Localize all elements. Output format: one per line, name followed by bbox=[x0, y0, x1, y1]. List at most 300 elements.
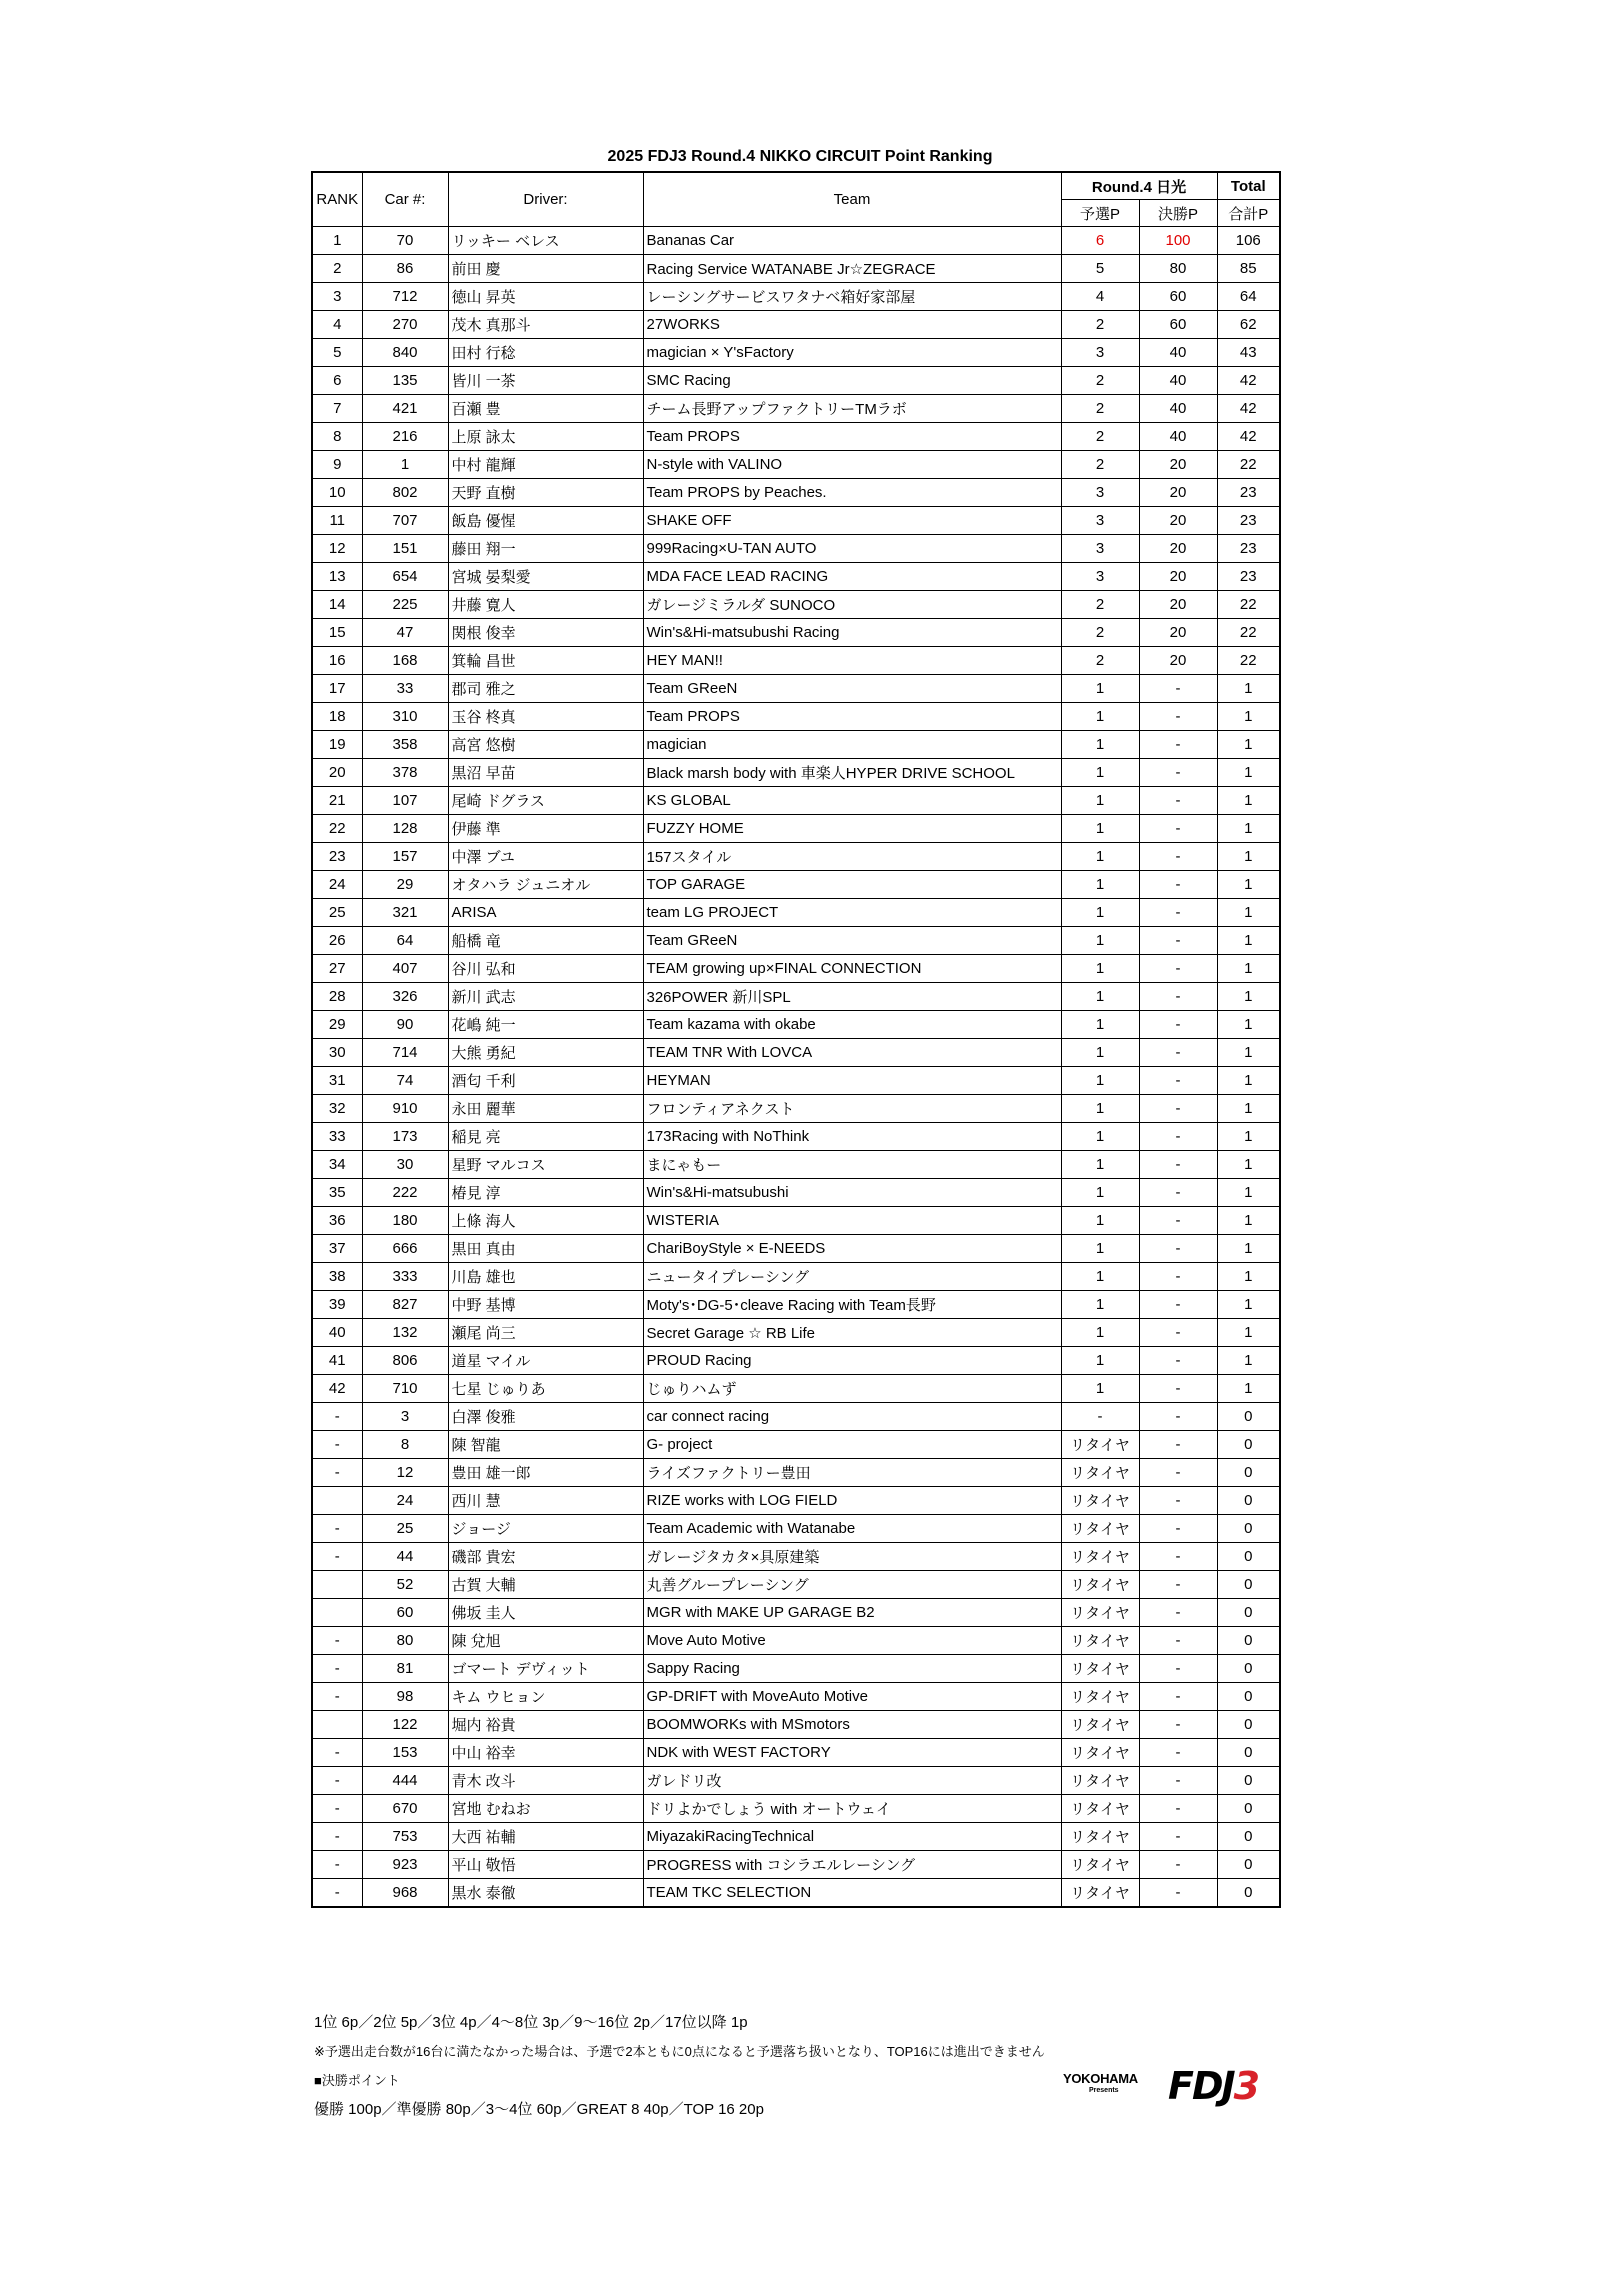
cell-final-points: 20 bbox=[1139, 479, 1217, 507]
table-row bbox=[312, 1879, 1280, 1908]
table-row bbox=[312, 899, 1280, 927]
cell-car-number: 910 bbox=[362, 1095, 448, 1123]
cell-rank: 32 bbox=[312, 1095, 362, 1123]
cell-final-points: - bbox=[1139, 731, 1217, 759]
table-row bbox=[312, 227, 1280, 255]
cell-team: Win's&Hi-matsubushi bbox=[643, 1179, 1061, 1207]
cell-driver: 瀬尾 尚三 bbox=[448, 1319, 643, 1347]
table-row bbox=[312, 283, 1280, 311]
cell-car-number: 222 bbox=[362, 1179, 448, 1207]
cell-driver: 尾崎 ドグラス bbox=[448, 787, 643, 815]
cell-final-points: 20 bbox=[1139, 451, 1217, 479]
cell-rank: 28 bbox=[312, 983, 362, 1011]
cell-qual-points: 1 bbox=[1061, 843, 1139, 871]
cell-car-number: 173 bbox=[362, 1123, 448, 1151]
table-row bbox=[312, 1263, 1280, 1291]
cell-total-points: 42 bbox=[1217, 367, 1280, 395]
cell-rank: 30 bbox=[312, 1039, 362, 1067]
table-row bbox=[312, 871, 1280, 899]
cell-final-points: 40 bbox=[1139, 423, 1217, 451]
cell-driver: 宮城 晏梨愛 bbox=[448, 563, 643, 591]
table-row bbox=[312, 479, 1280, 507]
cell-qual-points: 1 bbox=[1061, 787, 1139, 815]
table-row bbox=[312, 1543, 1280, 1571]
cell-rank: 27 bbox=[312, 955, 362, 983]
cell-rank: 13 bbox=[312, 563, 362, 591]
header-team: Team bbox=[643, 172, 1061, 227]
cell-qual-points: 1 bbox=[1061, 1095, 1139, 1123]
cell-qual-points: リタイヤ bbox=[1061, 1795, 1139, 1823]
cell-driver: 上條 海人 bbox=[448, 1207, 643, 1235]
cell-team: Team GReeN bbox=[643, 927, 1061, 955]
cell-rank: - bbox=[312, 1459, 362, 1487]
cell-final-points: 20 bbox=[1139, 535, 1217, 563]
fdj-brand-mark bbox=[1168, 2063, 1258, 2109]
cell-driver: 天野 直樹 bbox=[448, 479, 643, 507]
cell-car-number: 421 bbox=[362, 395, 448, 423]
cell-car-number: 29 bbox=[362, 871, 448, 899]
cell-team: FUZZY HOME bbox=[643, 815, 1061, 843]
cell-total-points: 85 bbox=[1217, 255, 1280, 283]
cell-qual-points: 2 bbox=[1061, 451, 1139, 479]
cell-qual-points: 1 bbox=[1061, 1235, 1139, 1263]
table-row bbox=[312, 563, 1280, 591]
cell-driver: 中村 龍輝 bbox=[448, 451, 643, 479]
cell-driver: 磯部 貴宏 bbox=[448, 1543, 643, 1571]
cell-final-points: - bbox=[1139, 1599, 1217, 1627]
cell-rank bbox=[312, 1711, 362, 1739]
table-row bbox=[312, 1739, 1280, 1767]
table-row bbox=[312, 1767, 1280, 1795]
cell-driver: 大熊 勇紀 bbox=[448, 1039, 643, 1067]
cell-qual-points: 5 bbox=[1061, 255, 1139, 283]
cell-qual-points: 1 bbox=[1061, 731, 1139, 759]
cell-car-number: 98 bbox=[362, 1683, 448, 1711]
cell-car-number: 407 bbox=[362, 955, 448, 983]
cell-team: RIZE works with LOG FIELD bbox=[643, 1487, 1061, 1515]
cell-qual-points: リタイヤ bbox=[1061, 1655, 1139, 1683]
cell-car-number: 225 bbox=[362, 591, 448, 619]
cell-final-points: - bbox=[1139, 983, 1217, 1011]
cell-rank: - bbox=[312, 1515, 362, 1543]
fdj3-logo bbox=[1063, 2063, 1263, 2113]
cell-driver: 茂木 真那斗 bbox=[448, 311, 643, 339]
cell-team: TEAM TNR With LOVCA bbox=[643, 1039, 1061, 1067]
cell-driver: 伊藤 準 bbox=[448, 815, 643, 843]
cell-total-points: 1 bbox=[1217, 843, 1280, 871]
cell-final-points: - bbox=[1139, 1571, 1217, 1599]
table-row bbox=[312, 1347, 1280, 1375]
cell-qual-points: リタイヤ bbox=[1061, 1459, 1139, 1487]
cell-team: ChariBoyStyle × E-NEEDS bbox=[643, 1235, 1061, 1263]
cell-team: Sappy Racing bbox=[643, 1655, 1061, 1683]
cell-total-points: 0 bbox=[1217, 1851, 1280, 1879]
table-row bbox=[312, 1459, 1280, 1487]
cell-team: SMC Racing bbox=[643, 367, 1061, 395]
cell-total-points: 1 bbox=[1217, 1011, 1280, 1039]
cell-final-points: - bbox=[1139, 1235, 1217, 1263]
cell-final-points: 40 bbox=[1139, 395, 1217, 423]
cell-total-points: 0 bbox=[1217, 1543, 1280, 1571]
cell-final-points: - bbox=[1139, 1095, 1217, 1123]
header-round: Round.4 日光 bbox=[1061, 172, 1217, 200]
cell-car-number: 654 bbox=[362, 563, 448, 591]
cell-rank: - bbox=[312, 1851, 362, 1879]
cell-total-points: 1 bbox=[1217, 1291, 1280, 1319]
header-driver: Driver: bbox=[448, 172, 643, 227]
cell-final-points: - bbox=[1139, 1515, 1217, 1543]
cell-team: Bananas Car bbox=[643, 227, 1061, 255]
cell-car-number: 135 bbox=[362, 367, 448, 395]
table-row bbox=[312, 1011, 1280, 1039]
cell-final-points: 20 bbox=[1139, 619, 1217, 647]
cell-car-number: 81 bbox=[362, 1655, 448, 1683]
cell-final-points: - bbox=[1139, 787, 1217, 815]
cell-qual-points: 2 bbox=[1061, 311, 1139, 339]
cell-team: HEYMAN bbox=[643, 1067, 1061, 1095]
cell-final-points: - bbox=[1139, 703, 1217, 731]
cell-qual-points: リタイヤ bbox=[1061, 1431, 1139, 1459]
cell-final-points: - bbox=[1139, 1795, 1217, 1823]
cell-total-points: 1 bbox=[1217, 1235, 1280, 1263]
cell-car-number: 64 bbox=[362, 927, 448, 955]
cell-team: Secret Garage ☆ RB Life bbox=[643, 1319, 1061, 1347]
table-row bbox=[312, 507, 1280, 535]
table-row bbox=[312, 647, 1280, 675]
cell-team: HEY MAN!! bbox=[643, 647, 1061, 675]
cell-car-number: 1 bbox=[362, 451, 448, 479]
cell-qual-points: 1 bbox=[1061, 675, 1139, 703]
cell-team: ガレージミラルダ SUNOCO bbox=[643, 591, 1061, 619]
cell-final-points: - bbox=[1139, 1011, 1217, 1039]
cell-final-points: - bbox=[1139, 1207, 1217, 1235]
cell-total-points: 0 bbox=[1217, 1459, 1280, 1487]
cell-driver: 白澤 俊雅 bbox=[448, 1403, 643, 1431]
cell-final-points: 40 bbox=[1139, 339, 1217, 367]
cell-rank: 14 bbox=[312, 591, 362, 619]
cell-final-points: 60 bbox=[1139, 283, 1217, 311]
cell-car-number: 180 bbox=[362, 1207, 448, 1235]
cell-final-points: - bbox=[1139, 1879, 1217, 1908]
cell-total-points: 1 bbox=[1217, 1151, 1280, 1179]
cell-rank: 36 bbox=[312, 1207, 362, 1235]
cell-team: ライズファクトリー豊田 bbox=[643, 1459, 1061, 1487]
cell-rank: 42 bbox=[312, 1375, 362, 1403]
table-row bbox=[312, 843, 1280, 871]
cell-team: MiyazakiRacingTechnical bbox=[643, 1823, 1061, 1851]
cell-qual-points: リタイヤ bbox=[1061, 1487, 1139, 1515]
cell-team: PROUD Racing bbox=[643, 1347, 1061, 1375]
cell-team: フロンティアネクスト bbox=[643, 1095, 1061, 1123]
cell-team: Team PROPS bbox=[643, 423, 1061, 451]
cell-final-points: 40 bbox=[1139, 367, 1217, 395]
table-row bbox=[312, 339, 1280, 367]
table-row bbox=[312, 1179, 1280, 1207]
cell-final-points: 100 bbox=[1139, 227, 1217, 255]
table-row bbox=[312, 1655, 1280, 1683]
cell-driver: 徳山 昇英 bbox=[448, 283, 643, 311]
table-row bbox=[312, 983, 1280, 1011]
cell-final-points: - bbox=[1139, 1151, 1217, 1179]
cell-driver: ゴマート デヴィット bbox=[448, 1655, 643, 1683]
cell-total-points: 42 bbox=[1217, 395, 1280, 423]
cell-car-number: 714 bbox=[362, 1039, 448, 1067]
cell-qual-points: 1 bbox=[1061, 1207, 1139, 1235]
cell-car-number: 74 bbox=[362, 1067, 448, 1095]
cell-car-number: 107 bbox=[362, 787, 448, 815]
cell-car-number: 753 bbox=[362, 1823, 448, 1851]
fdj-brand-number: 3 bbox=[1233, 2064, 1259, 2108]
cell-rank: 40 bbox=[312, 1319, 362, 1347]
cell-total-points: 23 bbox=[1217, 479, 1280, 507]
cell-rank: - bbox=[312, 1627, 362, 1655]
cell-driver: 豊田 雄一郎 bbox=[448, 1459, 643, 1487]
cell-driver: 関根 俊幸 bbox=[448, 619, 643, 647]
cell-car-number: 44 bbox=[362, 1543, 448, 1571]
cell-driver: 高宮 悠樹 bbox=[448, 731, 643, 759]
table-row bbox=[312, 395, 1280, 423]
table-row bbox=[312, 1599, 1280, 1627]
cell-rank bbox=[312, 1571, 362, 1599]
cell-team: NDK with WEST FACTORY bbox=[643, 1739, 1061, 1767]
cell-final-points: - bbox=[1139, 1459, 1217, 1487]
cell-final-points: 60 bbox=[1139, 311, 1217, 339]
cell-team: PROGRESS with コシラエルレーシング bbox=[643, 1851, 1061, 1879]
cell-car-number: 24 bbox=[362, 1487, 448, 1515]
cell-car-number: 153 bbox=[362, 1739, 448, 1767]
table-row bbox=[312, 1851, 1280, 1879]
table-row bbox=[312, 1095, 1280, 1123]
header-sum-points: 合計P bbox=[1217, 200, 1280, 227]
cell-qual-points: リタイヤ bbox=[1061, 1683, 1139, 1711]
cell-qual-points: 1 bbox=[1061, 983, 1139, 1011]
cell-car-number: 707 bbox=[362, 507, 448, 535]
table-row bbox=[312, 255, 1280, 283]
cell-rank: - bbox=[312, 1795, 362, 1823]
cell-driver: 星野 マルコス bbox=[448, 1151, 643, 1179]
cell-total-points: 62 bbox=[1217, 311, 1280, 339]
table-row bbox=[312, 927, 1280, 955]
cell-car-number: 86 bbox=[362, 255, 448, 283]
table-row bbox=[312, 1375, 1280, 1403]
cell-qual-points: - bbox=[1061, 1403, 1139, 1431]
cell-qual-points: リタイヤ bbox=[1061, 1571, 1139, 1599]
cell-driver: 青木 改斗 bbox=[448, 1767, 643, 1795]
cell-qual-points: 1 bbox=[1061, 1039, 1139, 1067]
cell-final-points: 20 bbox=[1139, 507, 1217, 535]
cell-team: ドリよかでしょう with オートウェイ bbox=[643, 1795, 1061, 1823]
cell-total-points: 1 bbox=[1217, 1095, 1280, 1123]
cell-team: 173Racing with NoThink bbox=[643, 1123, 1061, 1151]
cell-team: ニュータイプレーシング bbox=[643, 1263, 1061, 1291]
cell-final-points: - bbox=[1139, 1179, 1217, 1207]
cell-final-points: - bbox=[1139, 1851, 1217, 1879]
cell-final-points: - bbox=[1139, 1431, 1217, 1459]
cell-total-points: 1 bbox=[1217, 955, 1280, 983]
cell-rank: - bbox=[312, 1403, 362, 1431]
cell-car-number: 157 bbox=[362, 843, 448, 871]
table-row bbox=[312, 1683, 1280, 1711]
cell-team: 27WORKS bbox=[643, 311, 1061, 339]
cell-total-points: 0 bbox=[1217, 1431, 1280, 1459]
cell-rank: - bbox=[312, 1767, 362, 1795]
cell-car-number: 12 bbox=[362, 1459, 448, 1487]
cell-car-number: 60 bbox=[362, 1599, 448, 1627]
cell-team: magician bbox=[643, 731, 1061, 759]
cell-car-number: 270 bbox=[362, 311, 448, 339]
cell-total-points: 1 bbox=[1217, 1347, 1280, 1375]
cell-car-number: 128 bbox=[362, 815, 448, 843]
cell-team: レーシングサービスワタナベ箱好家部屋 bbox=[643, 283, 1061, 311]
cell-driver: 井藤 寛人 bbox=[448, 591, 643, 619]
cell-final-points: - bbox=[1139, 843, 1217, 871]
table-row bbox=[312, 1207, 1280, 1235]
cell-rank: 39 bbox=[312, 1291, 362, 1319]
header-rank: RANK bbox=[312, 172, 362, 227]
qual-points-rule: 1位 6p／2位 5p／3位 4p／4～8位 3p／9～16位 2p／17位以降 1p bbox=[314, 2014, 748, 2031]
table-row bbox=[312, 759, 1280, 787]
cell-car-number: 358 bbox=[362, 731, 448, 759]
cell-final-points: - bbox=[1139, 1291, 1217, 1319]
cell-qual-points: 2 bbox=[1061, 619, 1139, 647]
cell-total-points: 0 bbox=[1217, 1879, 1280, 1908]
cell-total-points: 22 bbox=[1217, 647, 1280, 675]
cell-driver: 酒匂 千利 bbox=[448, 1067, 643, 1095]
cell-final-points: 20 bbox=[1139, 563, 1217, 591]
cell-team: team LG PROJECT bbox=[643, 899, 1061, 927]
cell-team: MDA FACE LEAD RACING bbox=[643, 563, 1061, 591]
cell-rank: 37 bbox=[312, 1235, 362, 1263]
cell-total-points: 1 bbox=[1217, 815, 1280, 843]
cell-driver: 七星 じゅりあ bbox=[448, 1375, 643, 1403]
header-total: Total bbox=[1217, 172, 1280, 200]
cell-total-points: 43 bbox=[1217, 339, 1280, 367]
cell-driver: ARISA bbox=[448, 899, 643, 927]
cell-team: TEAM TKC SELECTION bbox=[643, 1879, 1061, 1908]
cell-total-points: 1 bbox=[1217, 675, 1280, 703]
cell-car-number: 444 bbox=[362, 1767, 448, 1795]
table-row bbox=[312, 1711, 1280, 1739]
cell-qual-points: 1 bbox=[1061, 1319, 1139, 1347]
cell-driver: 陳 兌旭 bbox=[448, 1627, 643, 1655]
cell-qual-points: 1 bbox=[1061, 1179, 1139, 1207]
cell-total-points: 1 bbox=[1217, 1263, 1280, 1291]
cell-driver: 永田 麗華 bbox=[448, 1095, 643, 1123]
cell-team: 157スタイル bbox=[643, 843, 1061, 871]
cell-total-points: 64 bbox=[1217, 283, 1280, 311]
cell-qual-points: 1 bbox=[1061, 1291, 1139, 1319]
cell-team: 326POWER 新川SPL bbox=[643, 983, 1061, 1011]
cell-driver: 谷川 弘和 bbox=[448, 955, 643, 983]
cell-driver: 稲見 亮 bbox=[448, 1123, 643, 1151]
cell-driver: 黒水 泰徹 bbox=[448, 1879, 643, 1908]
table-row bbox=[312, 1571, 1280, 1599]
cell-car-number: 25 bbox=[362, 1515, 448, 1543]
cell-car-number: 30 bbox=[362, 1151, 448, 1179]
cell-team: チーム長野アップファクトリーTMラボ bbox=[643, 395, 1061, 423]
cell-driver: 田村 行稔 bbox=[448, 339, 643, 367]
cell-qual-points: 1 bbox=[1061, 899, 1139, 927]
cell-qual-points: 1 bbox=[1061, 703, 1139, 731]
cell-qual-points: リタイヤ bbox=[1061, 1823, 1139, 1851]
cell-driver: 古賀 大輔 bbox=[448, 1571, 643, 1599]
cell-rank: 29 bbox=[312, 1011, 362, 1039]
cell-team: TOP GARAGE bbox=[643, 871, 1061, 899]
cell-final-points: 20 bbox=[1139, 591, 1217, 619]
cell-team: BOOMWORKs with MSmotors bbox=[643, 1711, 1061, 1739]
cell-car-number: 90 bbox=[362, 1011, 448, 1039]
cell-total-points: 1 bbox=[1217, 731, 1280, 759]
table-row bbox=[312, 731, 1280, 759]
cell-rank: - bbox=[312, 1683, 362, 1711]
table-row bbox=[312, 815, 1280, 843]
cell-final-points: - bbox=[1139, 1403, 1217, 1431]
table-row bbox=[312, 423, 1280, 451]
cell-rank: 25 bbox=[312, 899, 362, 927]
cell-team: Moty's･DG-5･cleave Racing with Team長野 bbox=[643, 1291, 1061, 1319]
cell-driver: リッキー ベレス bbox=[448, 227, 643, 255]
cell-final-points: - bbox=[1139, 1627, 1217, 1655]
cell-qual-points: 3 bbox=[1061, 479, 1139, 507]
cell-car-number: 710 bbox=[362, 1375, 448, 1403]
cell-rank: 34 bbox=[312, 1151, 362, 1179]
cell-driver: 宮地 むねお bbox=[448, 1795, 643, 1823]
cell-final-points: - bbox=[1139, 1039, 1217, 1067]
cell-final-points: - bbox=[1139, 1739, 1217, 1767]
cell-driver: 中野 基博 bbox=[448, 1291, 643, 1319]
cell-qual-points: 2 bbox=[1061, 591, 1139, 619]
cell-total-points: 0 bbox=[1217, 1767, 1280, 1795]
cell-total-points: 0 bbox=[1217, 1823, 1280, 1851]
cell-driver: 堀内 裕貴 bbox=[448, 1711, 643, 1739]
cell-rank: 19 bbox=[312, 731, 362, 759]
cell-qual-points: リタイヤ bbox=[1061, 1879, 1139, 1908]
cell-final-points: - bbox=[1139, 1263, 1217, 1291]
cell-qual-points: リタイヤ bbox=[1061, 1515, 1139, 1543]
cell-car-number: 666 bbox=[362, 1235, 448, 1263]
table-row bbox=[312, 367, 1280, 395]
fdj-brand-text: FDJ bbox=[1168, 2064, 1234, 2108]
cell-car-number: 321 bbox=[362, 899, 448, 927]
cell-team: Move Auto Motive bbox=[643, 1627, 1061, 1655]
cell-car-number: 52 bbox=[362, 1571, 448, 1599]
cell-car-number: 216 bbox=[362, 423, 448, 451]
cell-total-points: 1 bbox=[1217, 759, 1280, 787]
cell-driver: 中澤 ブユ bbox=[448, 843, 643, 871]
cell-final-points: - bbox=[1139, 1487, 1217, 1515]
cell-car-number: 8 bbox=[362, 1431, 448, 1459]
cell-driver: 郡司 雅之 bbox=[448, 675, 643, 703]
table-row bbox=[312, 535, 1280, 563]
table-row bbox=[312, 1151, 1280, 1179]
header-car: Car #: bbox=[362, 172, 448, 227]
cell-rank: - bbox=[312, 1879, 362, 1908]
cell-total-points: 1 bbox=[1217, 1207, 1280, 1235]
cell-team: Team Academic with Watanabe bbox=[643, 1515, 1061, 1543]
cell-team: WISTERIA bbox=[643, 1207, 1061, 1235]
cell-driver: 椿見 淳 bbox=[448, 1179, 643, 1207]
cell-qual-points: 1 bbox=[1061, 1151, 1139, 1179]
cell-total-points: 1 bbox=[1217, 983, 1280, 1011]
cell-qual-points: 1 bbox=[1061, 1347, 1139, 1375]
cell-car-number: 827 bbox=[362, 1291, 448, 1319]
cell-qual-points: 2 bbox=[1061, 395, 1139, 423]
table-row bbox=[312, 1627, 1280, 1655]
cell-final-points: - bbox=[1139, 1347, 1217, 1375]
cell-rank: 35 bbox=[312, 1179, 362, 1207]
cell-final-points: - bbox=[1139, 871, 1217, 899]
cell-final-points: - bbox=[1139, 1655, 1217, 1683]
